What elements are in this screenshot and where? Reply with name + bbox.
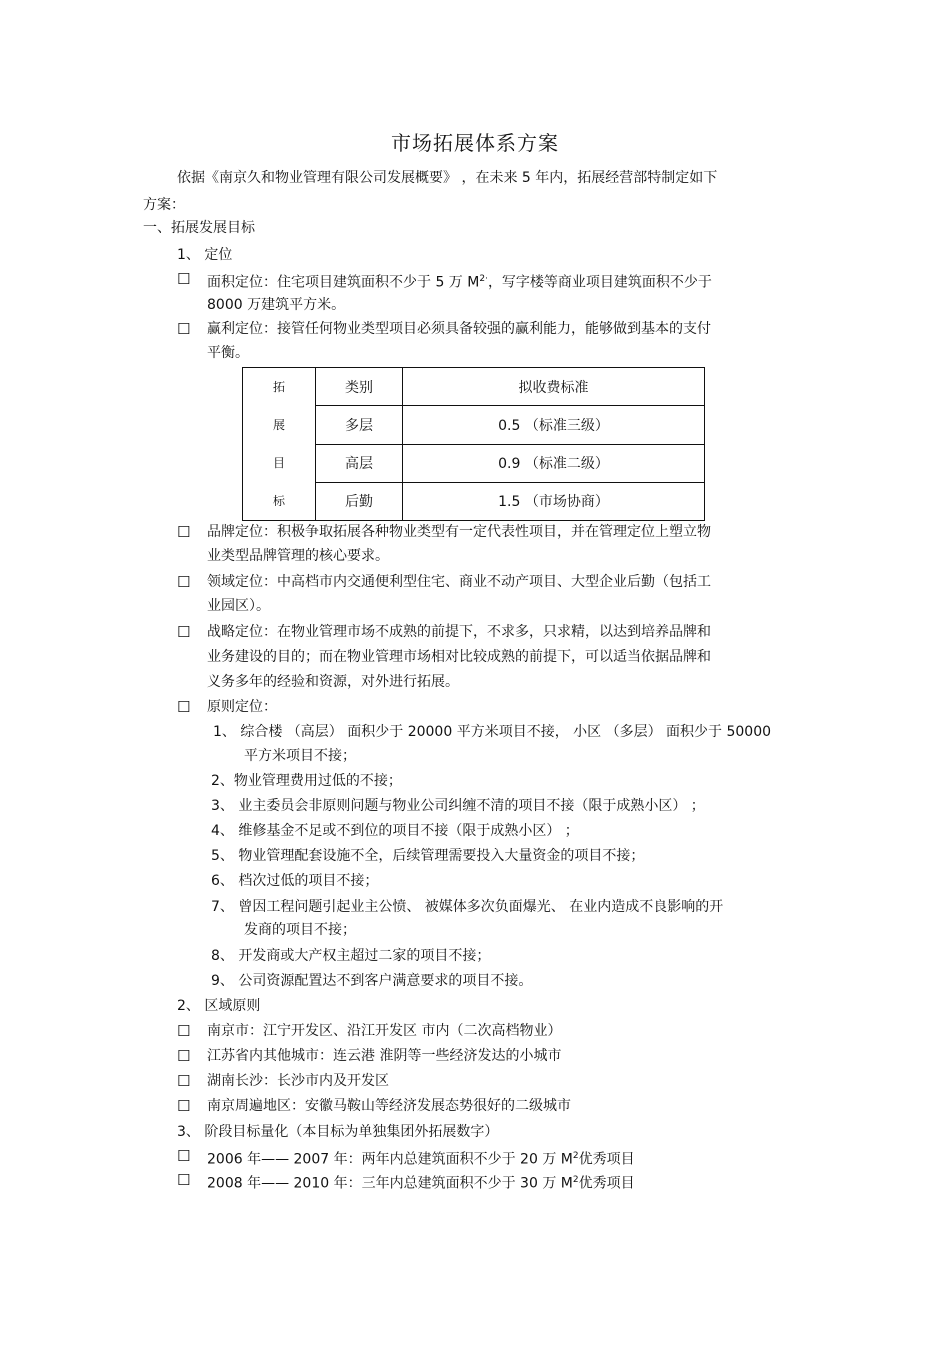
section-heading-1: 一、拓展发展目标 <box>143 220 255 236</box>
stage-text: 2008 年—— 2010 年：三年内总建筑面积不少于 30 万 M <box>207 1175 573 1192</box>
rule-7-line-2: 发商的项目不接； <box>244 922 356 938</box>
region-item: 湖南长沙：长沙市内及开发区 <box>207 1073 389 1089</box>
brand-positioning: 品牌定位：积极争取拓展各种物业类型有一定代表性项目，并在管理定位上塑立物 <box>207 524 711 540</box>
stage-target <box>207 1146 635 1170</box>
checkbox-icon: ☐ <box>177 573 191 591</box>
fee-standard-table <box>242 367 705 521</box>
area-text: 面积定位：住宅项目建筑面积不少于 5 万 M <box>207 274 480 291</box>
table-vertical-label <box>243 368 316 521</box>
subheading-region: 2、 区域原则 <box>177 998 261 1014</box>
table-cell-category: 后勤 <box>316 482 403 520</box>
rule-6: 6、 档次过低的项目不接； <box>211 873 379 889</box>
table-header-fee: 拟收费标准 <box>403 368 705 406</box>
subheading-stage-targets: 3、 阶段目标量化（本目标为单独集团外拓展数字） <box>177 1124 499 1140</box>
area-superscript: 2· <box>479 274 488 284</box>
rule-3: 3、 业主委员会非原则问题与物业公司纠缠不清的项目不接（限于成熟小区） ； <box>211 798 705 814</box>
principle-positioning: 原则定位： <box>207 699 277 715</box>
table-cell-category: 高层 <box>316 444 403 482</box>
intro-line-1: 依据《南京久和物业管理有限公司发展概要》 ，在未来 5 年内，拓展经营部特制定如下 <box>177 170 718 186</box>
table-header-row <box>243 368 705 406</box>
checkbox-icon: ☐ <box>177 1147 191 1165</box>
rule-8: 8、 开发商或大产权主超过二家的项目不接； <box>211 948 491 964</box>
strategy-positioning-line-3: 义务多年的经验和资源，对外进行拓展。 <box>207 674 459 690</box>
checkbox-icon: ☐ <box>177 1171 191 1189</box>
table-cell-fee: 1.5 （市场协商） <box>403 482 705 520</box>
vertical-char: 拓 <box>272 380 285 394</box>
area-positioning-line-2: 8000 万建筑平方米。 <box>207 297 346 313</box>
brand-positioning-line-2: 业类型品牌管理的核心要求。 <box>207 548 389 564</box>
rule-2: 2、物业管理费用过低的不接； <box>211 773 402 789</box>
checkbox-icon: ☐ <box>177 270 191 288</box>
stage-superscript: 2 <box>572 1151 579 1161</box>
stage-superscript: 2 <box>572 1175 579 1185</box>
area-text-continued: ，写字楼等商业项目建筑面积不少于 <box>487 274 712 291</box>
domain-positioning: 领域定位：中高档市内交通便利型住宅、商业不动产项目、大型企业后勤（包括工 <box>207 574 711 590</box>
domain-positioning-line-2: 业园区）。 <box>207 598 270 614</box>
strategy-positioning-line-2: 业务建设的目的；而在物业管理市场相对比较成熟的前提下，可以适当依据品牌和 <box>207 649 711 665</box>
area-positioning <box>207 269 712 293</box>
region-item: 南京周遍地区：安徽马鞍山等经济发展态势很好的二级城市 <box>207 1098 571 1114</box>
rule-4: 4、 维修基金不足或不到位的项目不接（限于成熟小区） ； <box>211 823 579 839</box>
rule-1-line-2: 平方米项目不接； <box>244 748 356 764</box>
stage-text: 2006 年—— 2007 年：两年内总建筑面积不少于 20 万 M <box>207 1151 573 1168</box>
checkbox-icon: ☐ <box>177 698 191 716</box>
stage-target <box>207 1170 635 1194</box>
vertical-char: 标 <box>272 494 285 508</box>
region-item: 南京市：江宁开发区、沿江开发区 市内（二次高档物业） <box>207 1023 562 1039</box>
rule-7: 7、 曾因工程问题引起业主公愤、 被媒体多次负面爆光、 在业内造成不良影响的开 <box>211 899 724 915</box>
checkbox-icon: ☐ <box>177 623 191 641</box>
vertical-char: 展 <box>272 418 285 432</box>
checkbox-icon: ☐ <box>177 1047 191 1065</box>
checkbox-icon: ☐ <box>177 1022 191 1040</box>
rule-9: 9、 公司资源配置达不到客户满意要求的项目不接。 <box>211 973 533 989</box>
rule-1: 1、 综合楼 （高层） 面积少于 20000 平方米项目不接， 小区 （多层） 面积少于 50000 <box>213 724 772 740</box>
stage-tail: 优秀项目 <box>578 1175 635 1192</box>
checkbox-icon: ☐ <box>177 320 191 338</box>
checkbox-icon: ☐ <box>177 1097 191 1115</box>
region-item: 江苏省内其他城市：连云港 淮阴等一些经济发达的小城市 <box>207 1048 562 1064</box>
checkbox-icon: ☐ <box>177 1072 191 1090</box>
profit-positioning-line-2: 平衡。 <box>207 345 249 361</box>
page-title: 市场拓展体系方案 <box>391 131 559 155</box>
table-cell-category: 多层 <box>316 406 403 444</box>
checkbox-icon: ☐ <box>177 523 191 541</box>
intro-line-2: 方案： <box>143 197 185 213</box>
table-header-category: 类别 <box>316 368 403 406</box>
vertical-char: 目 <box>272 456 285 470</box>
strategy-positioning: 战略定位：在物业管理市场不成熟的前提下，不求多，只求精，以达到培养品牌和 <box>207 624 711 640</box>
stage-tail: 优秀项目 <box>578 1151 635 1168</box>
table-cell-fee: 0.9 （标准二级） <box>403 444 705 482</box>
rule-5: 5、 物业管理配套设施不全，后续管理需要投入大量资金的项目不接； <box>211 848 645 864</box>
subheading-positioning: 1、 定位 <box>177 247 233 263</box>
profit-positioning: 赢利定位：接管任何物业类型项目必须具备较强的赢利能力，能够做到基本的支付 <box>207 321 711 337</box>
table-cell-fee: 0.5 （标准三级） <box>403 406 705 444</box>
